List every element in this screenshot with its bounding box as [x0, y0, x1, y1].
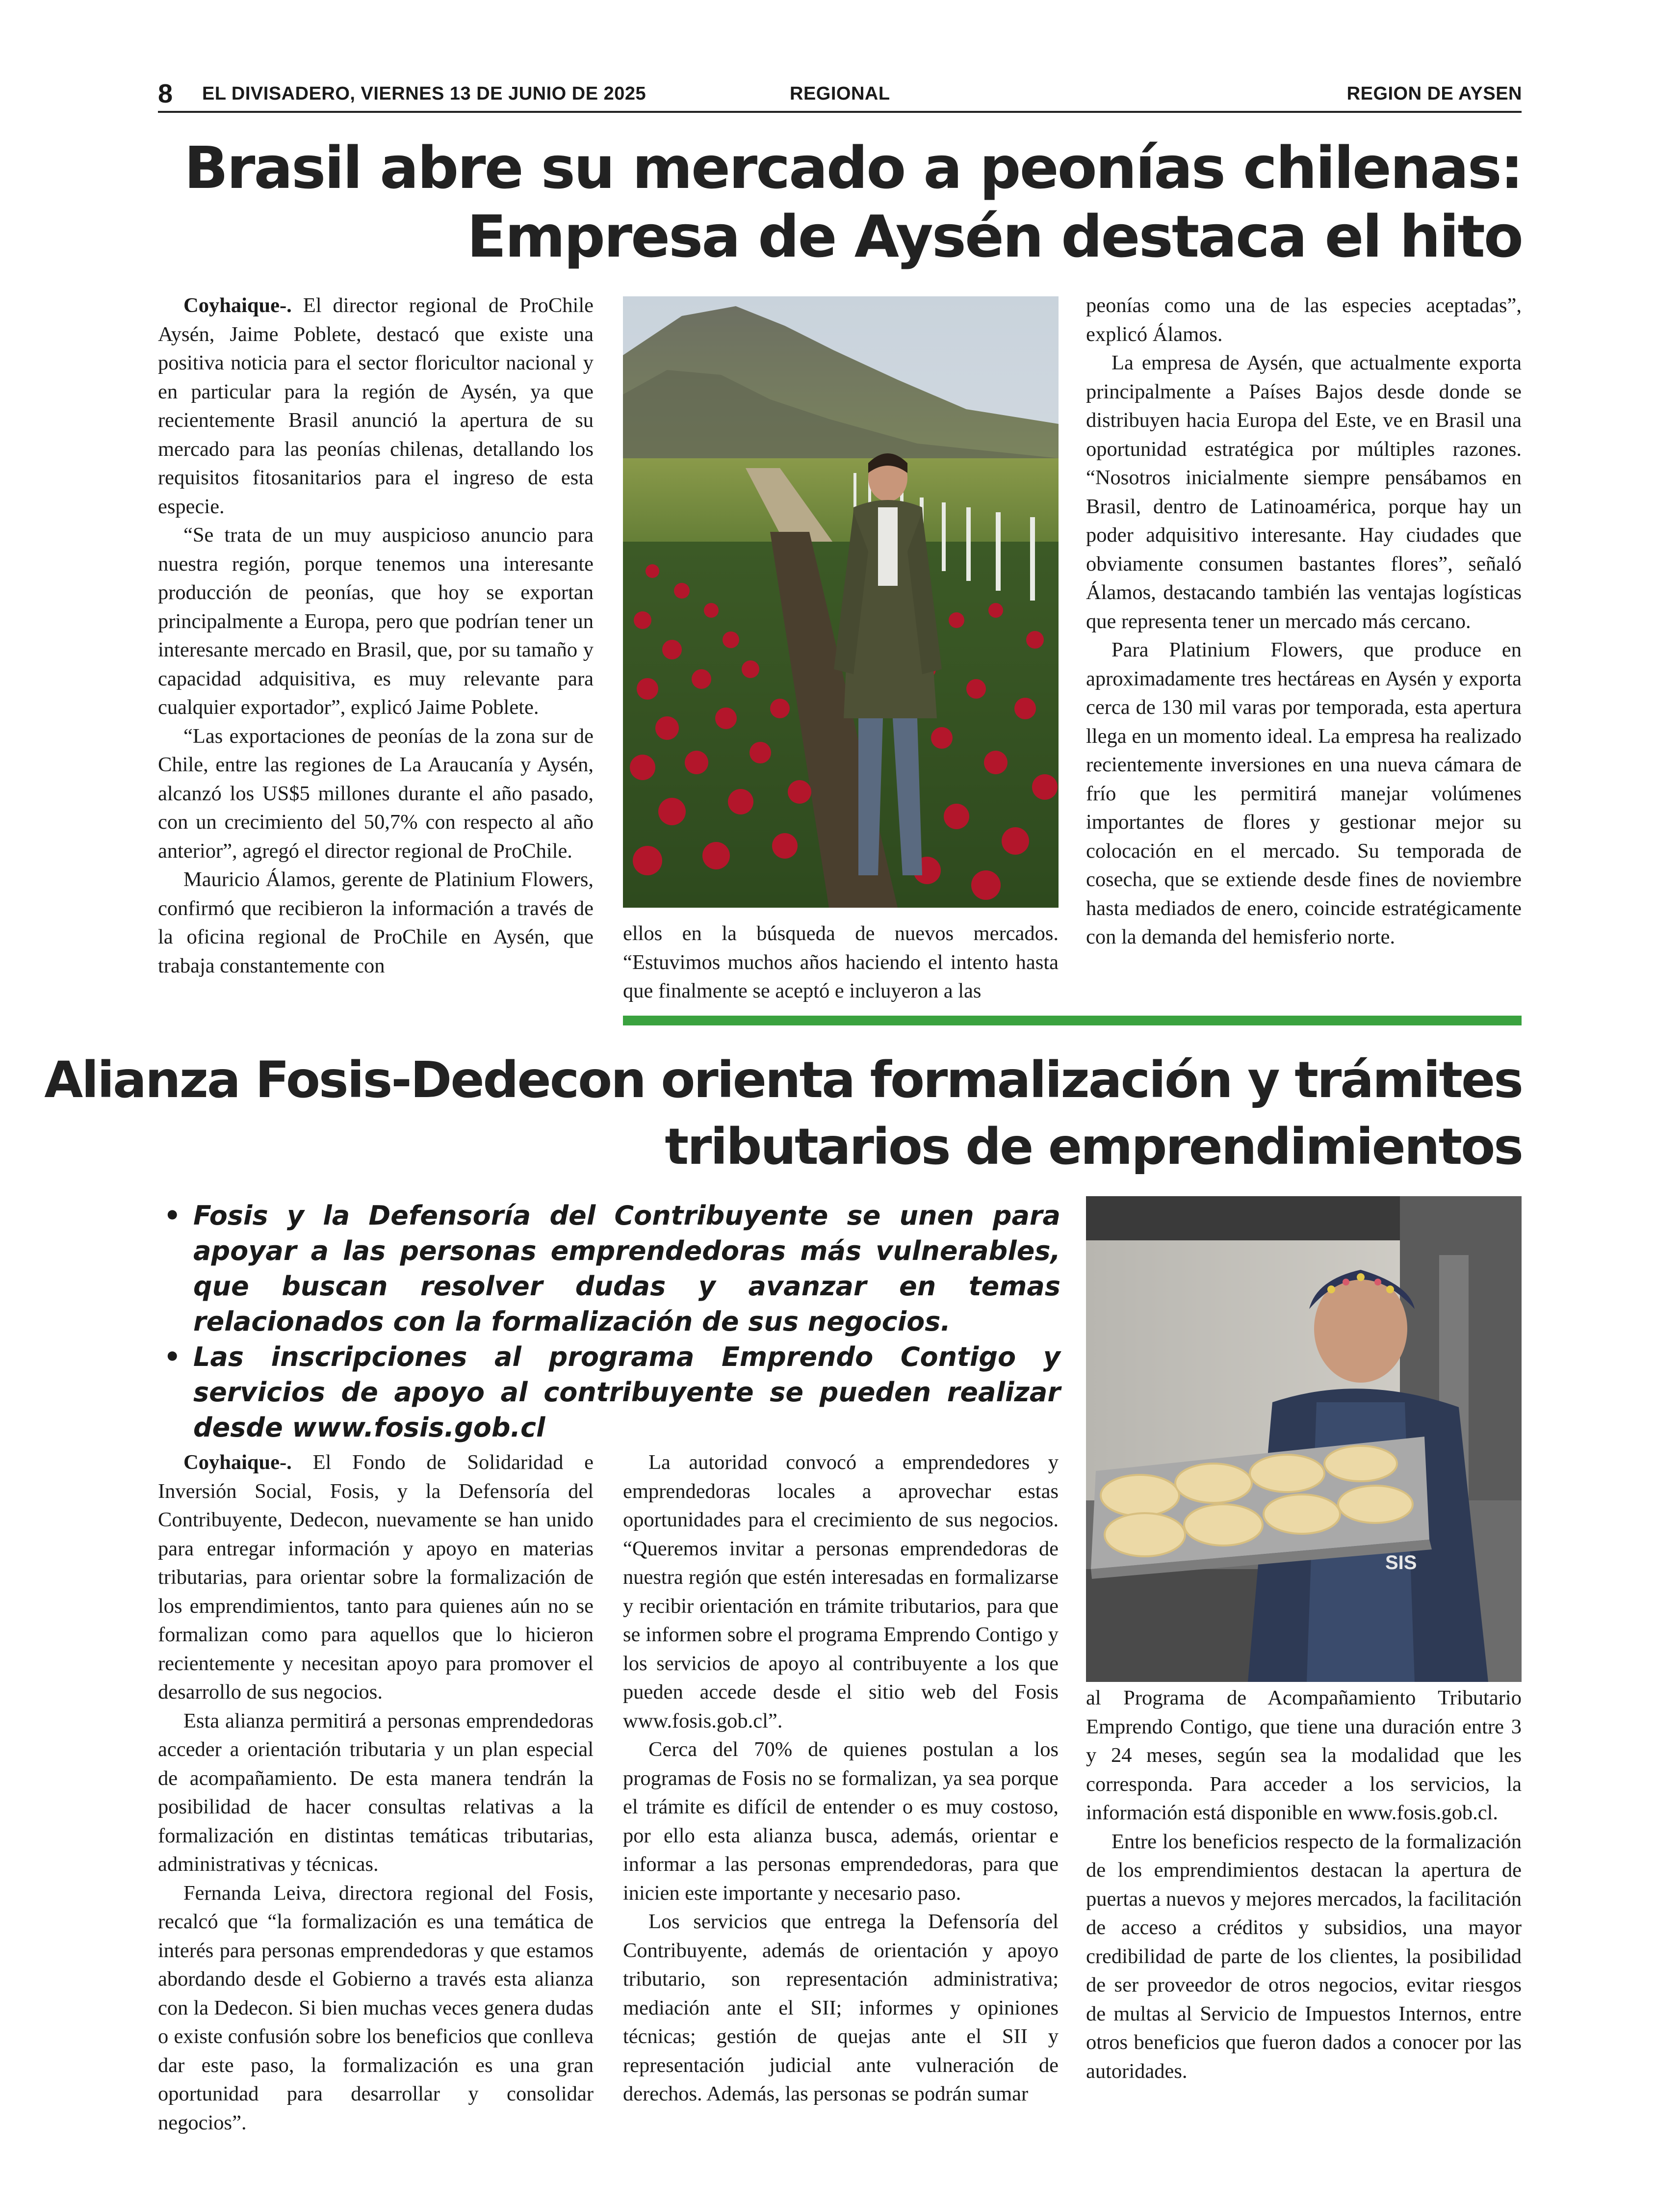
- section-label: REGIONAL: [790, 83, 890, 104]
- article1-column-1: [158, 291, 594, 980]
- section-divider: [623, 1016, 1522, 1025]
- article2-headline-line2: tributarios de emprendimientos: [665, 1118, 1522, 1176]
- tray-mark: SIS: [1385, 1552, 1417, 1573]
- article2-paragraph: [158, 1448, 594, 1707]
- article1-headline-line2: Empresa de Aysén destaca el hito: [466, 203, 1522, 270]
- article1-paragraph: [158, 291, 594, 521]
- article2-bullet: [158, 1339, 1060, 1445]
- baker-photo: [1086, 1196, 1522, 1682]
- peony-field-photo: [623, 296, 1059, 908]
- article2-paragraph: Esta alianza permitirá a personas emprendedoras acceder a orientación tributaria y un plan especial de acompañamiento. De esta manera tendrán la posibilidad de hacer consultas relativas a la formalización en distintas temáticas tributarias, administrativas y técnicas.: [158, 1709, 594, 1876]
- paper-date: EL DIVISADERO, VIERNES 13 DE JUNIO DE 2025: [202, 83, 646, 104]
- article2-paragraph: al Programa de Acompañamiento Tributario Emprendo Contigo, que tiene una duración entre 3 y 24 meses, según sea la modalidad que les corresponda. Para acceder a los servicios, la información está disponible en www.fosis.gob.cl.: [1086, 1686, 1522, 1824]
- article2-bullets: [158, 1198, 1060, 1445]
- header-rule: [158, 111, 1522, 113]
- article1-paragraph: La empresa de Aysén, que actualmente exporta principalmente a Países Bajos desde donde se distribuyen hacia Europa del Este, ve en Brasil una oportunidad estratégica por múltiples razones. “Nosotros inicialmente siempre pensábamos en Brasil, dentro de Latinoamérica, porque hay un poder adquisitivo interesante. Hay ciudades que obviamente consumen bastantes flores”, señaló Álamos, destacando también las ventajas logísticas que representa tener un mercado más cercano.: [1086, 351, 1522, 633]
- article2-column-1: [158, 1448, 594, 2137]
- article2-headline: [44, 1047, 1522, 1180]
- article2-headline-line1: Alianza Fosis-Dedecon orienta formalización y trámites: [44, 1051, 1522, 1109]
- article1-headline: [184, 133, 1522, 271]
- article2-paragraph: Entre los beneficios respecto de la formalización de los emprendimientos destacan la apertura de puertas a nuevos y mejores mercados, la facilitación de acceso a créditos y subsidios, una mayor credibilidad de parte de los clientes, la posibilidad de ser proveedor de otros negocios, evitar riesgos de multas al Servicio de Impuestos Internos, entre otros beneficios que fueron dados a conocer por las autoridades.: [1086, 1830, 1522, 2083]
- page-number: 8: [158, 79, 173, 108]
- article1-text: El director regional de ProChile Aysén, Jaime Poblete, destacó que existe una positiva noticia para el sector floricultor nacional y en particular para la región de Aysén, ya que recientemente Brasil anunció la apertura de su mercado para las peonías chilenas, detallando los requisitos fitosanitarios para el ingreso de esta especie.: [158, 294, 594, 518]
- article1-paragraph: Para Platinium Flowers, que produce en aproximadamente tres hectáreas en Aysén y exporta cerca de 130 mil varas por temporada, esta apertura llega en un momento ideal. La empresa ha realizado recientemente inversiones en una nueva cámara de frío que les permitirá manejar volúmenes importantes de flores y gestionar mejor su colocación en el mercado. Su temporada de cosecha, que se extiende desde fines de noviembre hasta mediados de enero, coincide estratégicamente con la demanda del hemisferio norte.: [1086, 638, 1522, 948]
- article1-paragraph: “Las exportaciones de peonías de la zona sur de Chile, entre las regiones de La Araucanía y Aysén, alcanzó los US$5 millones durante el año pasado, con un crecimiento del 50,7% con respecto al año anterior”, agregó el director regional de ProChile.: [158, 724, 594, 863]
- article1-dateline: Coyhaique-.: [183, 294, 292, 317]
- article1-headline-line1: Brasil abre su mercado a peonías chilenas:: [184, 134, 1522, 202]
- article2-column-2: [623, 1448, 1059, 2109]
- bullet-icon: •: [164, 1341, 181, 1372]
- article2-bullet: [158, 1198, 1060, 1339]
- article2-column-3: [1086, 1684, 1522, 2086]
- region-label: REGION DE AYSEN: [1346, 83, 1522, 104]
- bullet-icon: •: [164, 1200, 181, 1231]
- article1-paragraph: ellos en la búsqueda de nuevos mercados. “Estuvimos muchos años haciendo el intento hasta que finalmente se aceptó e incluyeron a las: [623, 922, 1059, 1002]
- article2-text: El Fondo de Solidaridad e Inversión Social, Fosis, y la Defensoría del Contribuyente, Dedecon, nuevamente se han unido para entregar información y apoyo en materias tributarias, para orientar sobre la formalización de los emprendimientos, tanto para quienes aún no se formalizan como para aquellos que lo hicieron recientemente y necesitan apoyo para promover el desarrollo de sus negocios.: [158, 1451, 594, 1704]
- article1-column-3: [1086, 291, 1522, 952]
- article2-paragraph: Fernanda Leiva, directora regional del Fosis, recalcó que “la formalización es una temática de interés para personas emprendedoras y que estamos abordando desde el Gobierno a través esta alianza con la Dedecon. Si bien muchas veces genera dudas o existe confusión sobre los beneficios que conlleva dar este paso, la formalización es una gran oportunidad para desarrollar y consolidar negocios”.: [158, 1881, 594, 2134]
- article2-paragraph: Los servicios que entrega la Defensoría del Contribuyente, además de orientación y apoyo tributario, son representación administrativa; mediación ante el SII; informes y opiniones técnicas; gestión de quejas ante el SII y representación judicial ante vulneración de derechos. Además, las personas se podrán sumar: [623, 1910, 1059, 2105]
- bullet-text: Las inscripciones al programa Emprendo Contigo y servicios de apoyo al contribuyente se pueden realizar desde www.fosis.gob.cl: [193, 1341, 1060, 1443]
- article1-column-2: [623, 919, 1059, 1006]
- article1-paragraph: “Se trata de un muy auspicioso anuncio para nuestra región, porque tenemos una interesante producción de peonías, que hoy se exportan principalmente a Europa, pero que podrían tener un interesante mercado en Brasil, que, por su tamaño y capacidad adquisitiva, es muy relevante para cualquier exportador”, explicó Jaime Poblete.: [158, 524, 594, 719]
- article2-paragraph: La autoridad convocó a emprendedores y emprendedoras locales a aprovechar estas oportunidades para el crecimiento de sus negocios. “Queremos invitar a personas emprendedoras de nuestra región que estén interesadas en formalizarse y recibir orientación en trámite tributarios, para que se informen sobre el programa Emprendo Contigo y los servicios de apoyo al contribuyente a los que pueden accede desde el sitio web del Fosis www.fosis.gob.cl”.: [623, 1451, 1059, 1732]
- article1-paragraph: Mauricio Álamos, gerente de Platinium Flowers, confirmó que recibieron la información a través de la oficina regional de ProChile en Aysén, que trabaja constantemente con: [158, 868, 594, 977]
- article1-paragraph: peonías como una de las especies aceptadas”, explicó Álamos.: [1086, 294, 1522, 346]
- bullet-text: Fosis y la Defensoría del Contribuyente se unen para apoyar a las personas emprendedoras más vulnerables, que buscan resolver dudas y avanzar en temas relacionados con la formalización de sus negocios.: [193, 1200, 1060, 1337]
- article2-dateline: Coyhaique-.: [183, 1451, 292, 1474]
- article2-paragraph: Cerca del 70% de quienes postulan a los programas de Fosis no se formalizan, ya sea porque el trámite es difícil de entender o es muy costoso, por ello esta alianza busca, además, orientar e informar a las personas emprendedoras, para que inicien este importante y necesario paso.: [623, 1738, 1059, 1905]
